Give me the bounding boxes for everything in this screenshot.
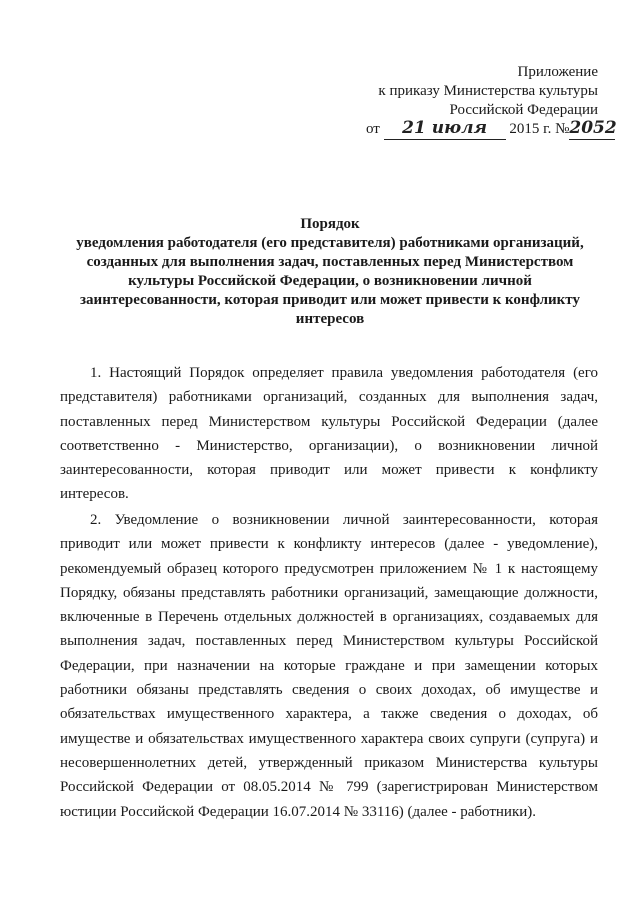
appendix-label: Приложение [517, 64, 598, 80]
text-line: Российской Федерации от 08.05.2014 № 799 (зарегистрирован Министерством [60, 779, 598, 796]
text-line: имуществе и обязательствах имущественного характера своих супруги (супруга) и [60, 730, 598, 747]
text-line: Федерации, при назначении на которые граждане и при замещении которых [60, 657, 598, 674]
order-date-line [366, 118, 615, 140]
order-reference: к приказу Министерства культуры [378, 83, 598, 99]
order-prefix: от [366, 121, 380, 137]
ministry-name: Российской Федерации [449, 102, 598, 118]
text-line: соответственно - Министерство, организации), о возникновении личной [60, 437, 598, 454]
title-line: культуры Российской Федерации, о возникновении личной [128, 273, 532, 289]
text-line: включенные в Перечень отдельных должностей в организациях, создаваемых для [60, 609, 598, 626]
text-line: интересов. [60, 486, 129, 503]
handwritten-number: 2052 [569, 118, 617, 138]
text-line: заинтересованности, которая приводит или может привести к конфликту [60, 462, 598, 479]
text-line: представителя) работниками организаций, созданных для выполнения задач, [60, 389, 598, 406]
text-line: рекомендуемый образец которого предусмотрен приложением № 1 к настоящему [60, 560, 598, 577]
text-line: выполнения задач, поставленных перед Министерством культуры Российской [60, 633, 598, 650]
text-line: 1. Настоящий Порядок определяет правила уведомления работодателя (его [90, 365, 598, 381]
text-line: несовершеннолетних детей, утвержденный приказом Министерства культуры [60, 754, 598, 771]
order-number-field [569, 118, 615, 140]
text-line: обязательствах имущественного характера, а также сведения о доходах, об [60, 706, 598, 723]
title-line: интересов [295, 311, 365, 327]
order-date-field [384, 118, 506, 140]
text-line: Порядку, обязаны представлять работники организаций, замещающие должности, [60, 584, 598, 601]
document-title: Порядок [300, 216, 360, 232]
text-line: 2. Уведомление о возникновении личной заинтересованности, которая [90, 512, 598, 528]
paragraph-2 [60, 508, 598, 824]
text-line: юстиции Российской Федерации 16.07.2014 № 33116) (далее - работники). [60, 803, 537, 820]
title-line: созданных для выполнения задач, поставленных перед Министерством [86, 254, 574, 270]
title-line: уведомления работодателя (его представителя) работниками организаций, [76, 235, 584, 251]
text-line: поставленных перед Министерством культуры Российской Федерации (далее [60, 413, 598, 430]
title-line: заинтересованности, которая приводит или может привести к конфликту [80, 292, 580, 308]
order-year: 2015 г. № [509, 121, 570, 137]
handwritten-date: 21 июля [402, 118, 488, 138]
paragraph-1 [60, 361, 598, 507]
text-line: работники обязаны представлять сведения о своих доходах, об имуществе и [60, 682, 598, 699]
text-line: приводит или может привести к конфликту интересов (далее - уведомление), [60, 536, 598, 553]
